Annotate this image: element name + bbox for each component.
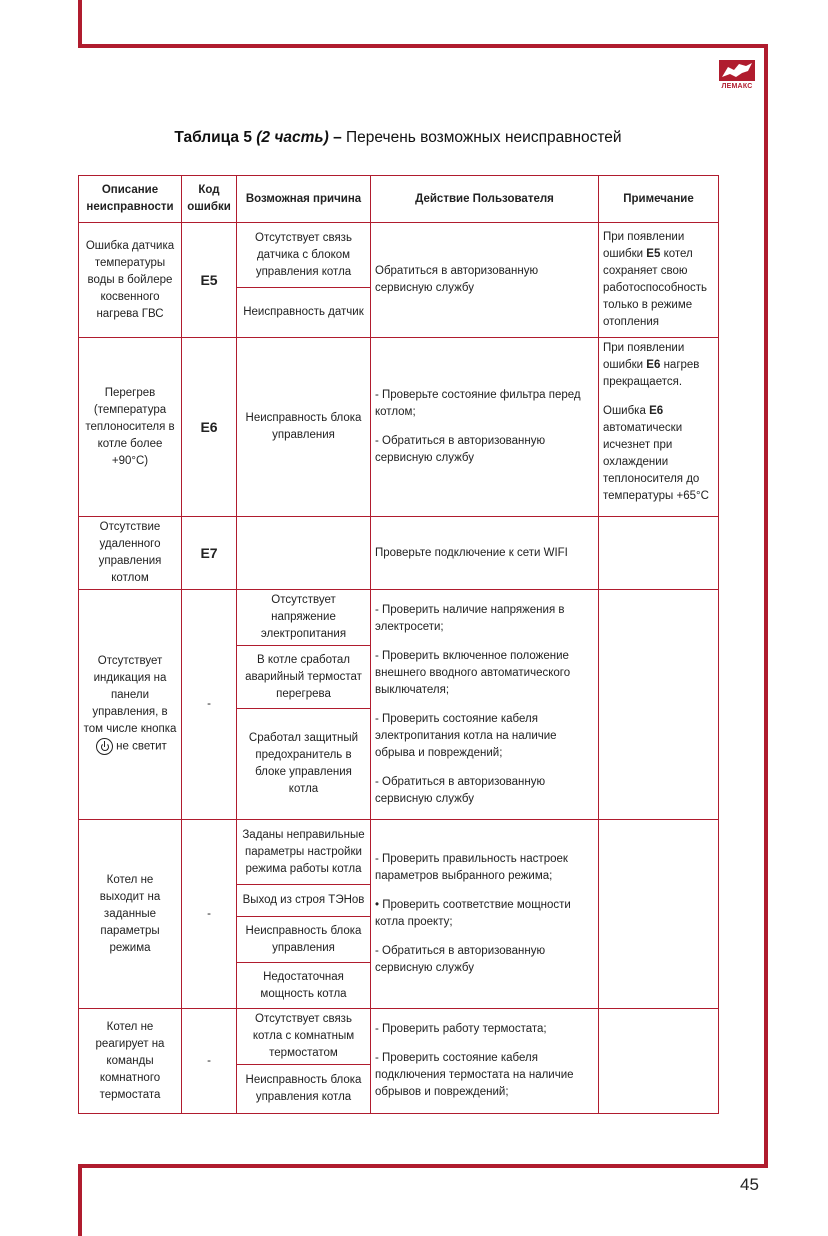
- title-part-label: (2 часть): [256, 129, 329, 146]
- fault-description: Перегрев (температура теплоносителя в котле более +90°С): [79, 338, 182, 517]
- fault-cause: Неисправность датчик: [237, 288, 371, 338]
- fault-cause: Неисправность блока управления котла: [237, 1065, 371, 1114]
- fault-note: [599, 517, 719, 590]
- header-cause: Возможная причина: [237, 176, 371, 223]
- fault-cause: Заданы неправильные параметры настройки режима работы котла: [237, 820, 371, 885]
- fault-cause: Отсутствует связь датчика с блоком управления котла: [237, 223, 371, 288]
- fault-cause: Сработал защитный предохранитель в блоке управления котла: [237, 709, 371, 820]
- fault-cause: Неисправность блока управления: [237, 917, 371, 963]
- header-note: Примечание: [599, 176, 719, 223]
- frame-bottom-left-vertical: [78, 1164, 82, 1236]
- user-action: - Проверить работу термостата; - Проверить состояние кабеля подключения термостата на наличие обрывов и повреждений;: [371, 1009, 599, 1114]
- fault-description: Отсутствует индикация на панели управления, в том числе кнопкане светит: [79, 590, 182, 820]
- power-button-icon: [96, 738, 113, 755]
- page-title: [0, 129, 796, 147]
- user-action: - Проверить правильность настроек параметров выбранного режима; • Проверить соответствие мощности котла проекту; - Обратиться в авторизованную сервисную службу: [371, 820, 599, 1009]
- fault-note: При появлении ошибки E6 нагрев прекращается. Ошибка E6 автоматически исчезнет при охлаждении теплоносителя до температуры +65°С: [599, 338, 719, 517]
- fault-note: [599, 1009, 719, 1114]
- user-action: - Проверьте состояние фильтра перед котлом; - Обратиться в авторизованную сервисную службу: [371, 338, 599, 517]
- error-code: -: [182, 1009, 237, 1114]
- faults-table: [78, 175, 719, 1114]
- fault-cause: Отсутствует напряжение электропитания: [237, 590, 371, 646]
- fault-note: [599, 590, 719, 820]
- user-action: - Проверить наличие напряжения в электросети; - Проверить включенное положение внешнего вводного автоматического выключателя; - Проверить состояние кабеля электропитания котла на наличие обрыва и повреждений; - Обратиться в авторизованную сервисную службу: [371, 590, 599, 820]
- header-code: Код ошибки: [182, 176, 237, 223]
- table-row: [79, 590, 719, 646]
- header-action: Действие Пользователя: [371, 176, 599, 223]
- error-code: -: [182, 820, 237, 1009]
- frame-top-left-vertical: [78, 0, 82, 48]
- fault-note: При появлении ошибки E5 котел сохраняет свою работоспособность только в режиме отопления: [599, 223, 719, 338]
- user-action: Проверьте подключение к сети WIFI: [371, 517, 599, 590]
- title-table-number: Таблица 5: [174, 129, 257, 146]
- table-row: [79, 517, 719, 590]
- title-dash: –: [328, 129, 347, 146]
- user-action: Обратиться в авторизованную сервисную службу: [371, 223, 599, 338]
- frame-right-vertical: [764, 44, 768, 1168]
- title-text: Перечень возможных неисправностей: [346, 129, 622, 146]
- fault-description: Ошибка датчика температуры воды в бойлере косвенного нагрева ГВС: [79, 223, 182, 338]
- page-number: 45: [740, 1175, 759, 1194]
- error-code: E5: [182, 223, 237, 338]
- fault-cause: Неисправность блока управления: [237, 338, 371, 517]
- fault-description: Отсутствие удаленного управления котлом: [79, 517, 182, 590]
- table-header-row: [79, 176, 719, 223]
- header-description: Описание неисправности: [79, 176, 182, 223]
- fault-description: Котел не реагирует на команды комнатного термостата: [79, 1009, 182, 1114]
- error-code: E6: [182, 338, 237, 517]
- table-row: [79, 223, 719, 288]
- fault-cause: Отсутствует связь котла с комнатным термостатом: [237, 1009, 371, 1065]
- fault-description: Котел не выходит на заданные параметры режима: [79, 820, 182, 1009]
- error-code: E7: [182, 517, 237, 590]
- table-row: [79, 820, 719, 885]
- frame-top-horizontal: [78, 44, 768, 48]
- error-code: -: [182, 590, 237, 820]
- fault-cause: Недостаточная мощность котла: [237, 963, 371, 1009]
- table-row: [79, 338, 719, 517]
- logo-text: ЛЕМАКС: [721, 83, 753, 90]
- fault-cause: [237, 517, 371, 590]
- fault-cause: Выход из строя ТЭНов: [237, 885, 371, 917]
- frame-bottom-horizontal: [78, 1164, 768, 1168]
- fault-note: [599, 820, 719, 1009]
- table-row: [79, 1009, 719, 1065]
- fault-cause: В котле сработал аварийный термостат перегрева: [237, 646, 371, 709]
